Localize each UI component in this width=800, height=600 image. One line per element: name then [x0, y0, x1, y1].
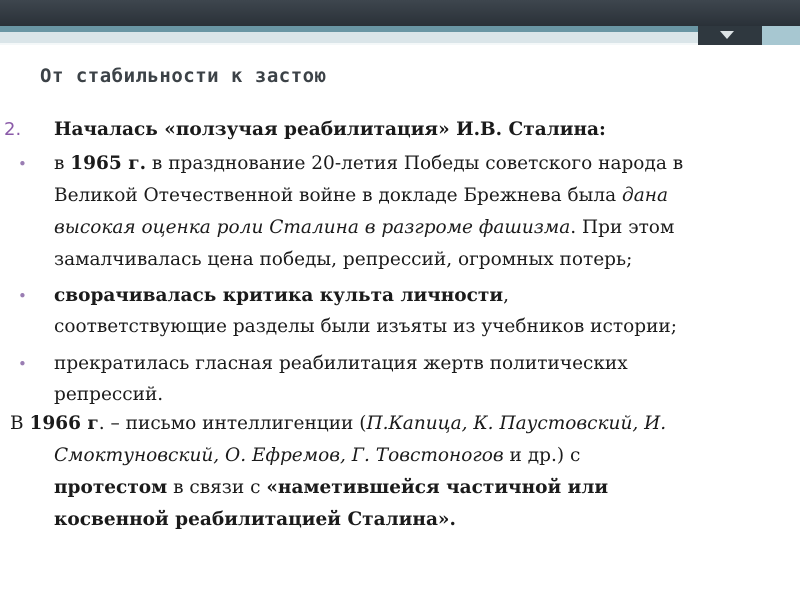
text-segment: ,	[503, 285, 509, 306]
bullet-1-line-1	[54, 152, 683, 176]
slide-title: От стабильности к застою	[40, 65, 327, 87]
bold-segment: сворачивалась критика культа личности	[54, 285, 504, 306]
header-light-band	[0, 32, 800, 43]
bold-segment: протестом	[54, 477, 168, 498]
text-segment: Великой Отечественной войне в докладе Брежнева была	[54, 185, 622, 206]
bullet-1-line-2	[54, 184, 668, 208]
paragraph-line-4	[54, 508, 456, 532]
bullet-3-line-1: прекратилась гласная реабилитация жертв политических	[54, 353, 628, 374]
text-segment: в	[54, 153, 71, 174]
triangle-down-icon	[720, 31, 734, 39]
corner-marker-light	[762, 26, 800, 45]
text-segment: в празднование 20-летия Победы советского народа в	[146, 153, 684, 174]
italic-segment: П.Капица, К. Паустовский, И.	[366, 413, 667, 434]
bullet-1-line-4: замалчивалась цена победы, репрессий, огромных потерь;	[54, 249, 633, 270]
heading-text: Началась «ползучая реабилитация» И.В. Сталина:	[54, 119, 606, 140]
text-segment: . – письмо интеллигенции (	[98, 413, 367, 434]
header-divider	[0, 43, 800, 45]
text-segment: в связи с	[167, 477, 267, 498]
item-number: 2.	[4, 119, 22, 140]
bullet-2-marker: •	[18, 287, 27, 305]
text-segment: В	[10, 413, 30, 434]
header-bar	[0, 0, 800, 26]
italic-segment: дана	[622, 185, 668, 206]
bullet-1-line-3	[54, 216, 674, 240]
bullet-2-line-1	[54, 284, 509, 308]
bullet-2-line-2: соответствующие разделы были изъяты из учебников истории;	[54, 316, 677, 337]
paragraph-line-1	[10, 412, 666, 436]
bold-segment: «наметившейся частичной или	[266, 477, 609, 498]
section-heading	[54, 118, 606, 142]
italic-segment: высокая оценка роли Сталина в разгроме фашизма	[54, 217, 571, 238]
year-1965: 1965 г.	[70, 153, 147, 174]
paragraph-line-2	[54, 444, 580, 468]
text-segment: . При этом	[570, 217, 675, 238]
bullet-3-line-2: репрессий.	[54, 384, 164, 405]
bullet-3-marker: •	[18, 355, 27, 373]
bullet-1-marker: •	[18, 155, 27, 173]
italic-segment: Смоктуновский, О. Ефремов, Г. Товстоногов	[54, 445, 504, 466]
year-1966: 1966 г	[29, 413, 99, 434]
paragraph-line-3	[54, 476, 608, 500]
text-segment: и др.) с	[503, 445, 581, 466]
bold-segment: косвенной реабилитацией Сталина».	[54, 509, 456, 530]
